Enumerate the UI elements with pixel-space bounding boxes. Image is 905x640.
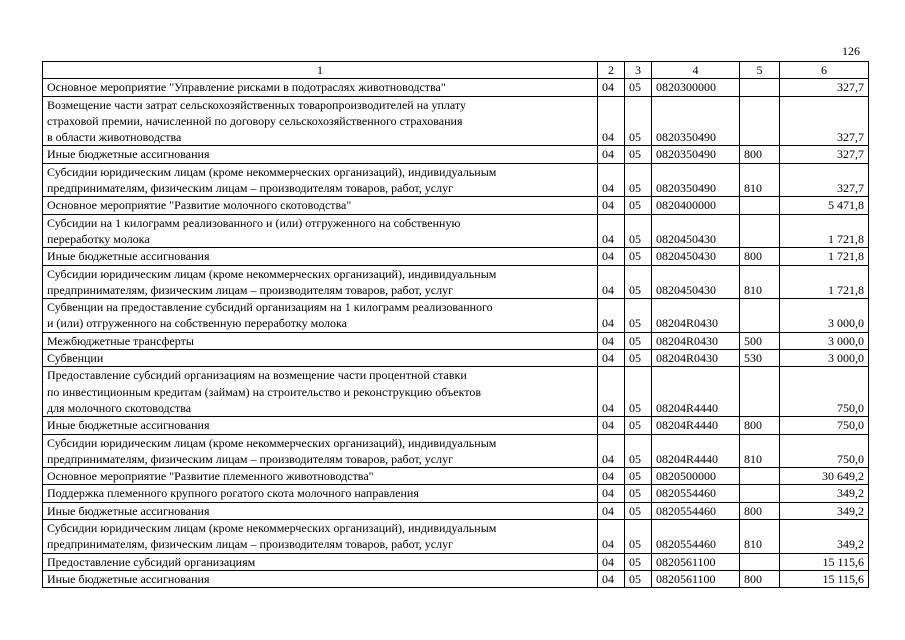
row-subsection-cell: 05 bbox=[625, 553, 652, 570]
row-target-article-cell: 0820350490 bbox=[652, 96, 740, 146]
row-section-cell: 04 bbox=[598, 214, 625, 248]
row-target-article-cell: 0820561100 bbox=[652, 553, 740, 570]
row-subsection-cell: 05 bbox=[625, 214, 652, 248]
row-target-article-cell: 0820554460 bbox=[652, 485, 740, 502]
row-target-article-cell: 0820450430 bbox=[652, 248, 740, 265]
row-expense-type-cell bbox=[740, 79, 780, 96]
row-name-cell: Межбюджетные трансферты bbox=[43, 332, 598, 349]
row-section-cell: 04 bbox=[598, 96, 625, 146]
row-amount-cell: 327,7 bbox=[780, 79, 869, 96]
row-amount-cell: 30 649,2 bbox=[780, 468, 869, 485]
row-expense-type-cell: 810 bbox=[740, 520, 780, 554]
row-expense-type-cell: 810 bbox=[740, 265, 780, 299]
row-section-cell: 04 bbox=[598, 485, 625, 502]
row-name-cell: Субвенции на предоставление субсидий организациям на 1 килограмм реализованного и (или) отгруженного на собственную переработку молока bbox=[43, 299, 598, 333]
row-amount-cell: 750,0 bbox=[780, 367, 869, 417]
row-name-cell: Основное мероприятие "Управление рисками в подотраслях животноводства" bbox=[43, 79, 598, 96]
row-amount-cell: 1 721,8 bbox=[780, 214, 869, 248]
row-amount-cell: 3 000,0 bbox=[780, 299, 869, 333]
row-name-cell: Основное мероприятие "Развитие племенного животноводства" bbox=[43, 468, 598, 485]
row-amount-cell: 3 000,0 bbox=[780, 350, 869, 367]
row-section-cell: 04 bbox=[598, 265, 625, 299]
row-amount-cell: 327,7 bbox=[780, 96, 869, 146]
row-amount-cell: 349,2 bbox=[780, 502, 869, 519]
column-header: 5 bbox=[740, 62, 780, 79]
row-target-article-cell: 08204R0430 bbox=[652, 299, 740, 333]
table-row bbox=[43, 350, 869, 367]
row-name-cell: Возмещение части затрат сельскохозяйственных товаропроизводителей на уплату страховой премии, начисленной по договору сельскохозяйственного страхования в области животноводства bbox=[43, 96, 598, 146]
row-expense-type-cell: 800 bbox=[740, 248, 780, 265]
row-subsection-cell: 05 bbox=[625, 332, 652, 349]
table-row bbox=[43, 570, 869, 587]
row-name-cell: Иные бюджетные ассигнования bbox=[43, 502, 598, 519]
row-subsection-cell: 05 bbox=[625, 434, 652, 468]
row-expense-type-cell bbox=[740, 468, 780, 485]
row-target-article-cell: 0820561100 bbox=[652, 570, 740, 587]
row-subsection-cell: 05 bbox=[625, 248, 652, 265]
row-target-article-cell: 08204R0430 bbox=[652, 350, 740, 367]
table-row bbox=[43, 265, 869, 299]
row-expense-type-cell bbox=[740, 214, 780, 248]
row-target-article-cell: 0820554460 bbox=[652, 502, 740, 519]
row-target-article-cell: 08204R4440 bbox=[652, 367, 740, 417]
row-amount-cell: 750,0 bbox=[780, 417, 869, 434]
table-row bbox=[43, 197, 869, 214]
row-expense-type-cell: 810 bbox=[740, 434, 780, 468]
row-section-cell: 04 bbox=[598, 299, 625, 333]
row-amount-cell: 750,0 bbox=[780, 434, 869, 468]
row-name-cell: Субсидии юридическим лицам (кроме некоммерческих организаций), индивидуальным предпринимателям, физическим лицам – производителям товаров, работ, услуг bbox=[43, 265, 598, 299]
table-row bbox=[43, 214, 869, 248]
row-section-cell: 04 bbox=[598, 332, 625, 349]
row-expense-type-cell bbox=[740, 553, 780, 570]
row-amount-cell: 349,2 bbox=[780, 520, 869, 554]
row-target-article-cell: 0820350490 bbox=[652, 146, 740, 163]
row-expense-type-cell bbox=[740, 96, 780, 146]
row-subsection-cell: 05 bbox=[625, 197, 652, 214]
page-number: 126 bbox=[842, 44, 860, 58]
row-subsection-cell: 05 bbox=[625, 367, 652, 417]
row-section-cell: 04 bbox=[598, 197, 625, 214]
table-row bbox=[43, 332, 869, 349]
row-expense-type-cell: 800 bbox=[740, 146, 780, 163]
table-row bbox=[43, 553, 869, 570]
row-section-cell: 04 bbox=[598, 146, 625, 163]
row-section-cell: 04 bbox=[598, 468, 625, 485]
row-target-article-cell: 08204R4440 bbox=[652, 434, 740, 468]
table-row bbox=[43, 79, 869, 96]
row-section-cell: 04 bbox=[598, 553, 625, 570]
row-name-cell: Субсидии юридическим лицам (кроме некоммерческих организаций), индивидуальным предпринимателям, физическим лицам – производителям товаров, работ, услуг bbox=[43, 163, 598, 197]
row-name-cell: Иные бюджетные ассигнования bbox=[43, 570, 598, 587]
row-subsection-cell: 05 bbox=[625, 485, 652, 502]
row-target-article-cell: 0820450430 bbox=[652, 214, 740, 248]
table-row bbox=[43, 299, 869, 333]
row-name-cell: Субвенции bbox=[43, 350, 598, 367]
row-subsection-cell: 05 bbox=[625, 79, 652, 96]
row-name-cell: Субсидии на 1 килограмм реализованного и (или) отгруженного на собственную переработку молока bbox=[43, 214, 598, 248]
row-amount-cell: 3 000,0 bbox=[780, 332, 869, 349]
row-expense-type-cell bbox=[740, 367, 780, 417]
row-amount-cell: 15 115,6 bbox=[780, 570, 869, 587]
column-header: 2 bbox=[598, 62, 625, 79]
table-row bbox=[43, 96, 869, 146]
row-amount-cell: 327,7 bbox=[780, 146, 869, 163]
row-target-article-cell: 0820450430 bbox=[652, 265, 740, 299]
row-subsection-cell: 05 bbox=[625, 299, 652, 333]
table-row bbox=[43, 248, 869, 265]
row-target-article-cell: 08204R4440 bbox=[652, 417, 740, 434]
row-expense-type-cell bbox=[740, 299, 780, 333]
table-row bbox=[43, 502, 869, 519]
row-amount-cell: 327,7 bbox=[780, 163, 869, 197]
row-expense-type-cell: 810 bbox=[740, 163, 780, 197]
table-row bbox=[43, 520, 869, 554]
row-subsection-cell: 05 bbox=[625, 265, 652, 299]
row-subsection-cell: 05 bbox=[625, 570, 652, 587]
row-section-cell: 04 bbox=[598, 502, 625, 519]
row-name-cell: Основное мероприятие "Развитие молочного скотоводства" bbox=[43, 197, 598, 214]
row-amount-cell: 1 721,8 bbox=[780, 265, 869, 299]
row-subsection-cell: 05 bbox=[625, 502, 652, 519]
row-name-cell: Поддержка племенного крупного рогатого скота молочного направления bbox=[43, 485, 598, 502]
table-row bbox=[43, 434, 869, 468]
row-amount-cell: 1 721,8 bbox=[780, 248, 869, 265]
table-header-row bbox=[43, 62, 869, 79]
row-name-cell: Иные бюджетные ассигнования bbox=[43, 248, 598, 265]
row-expense-type-cell bbox=[740, 485, 780, 502]
row-name-cell: Предоставление субсидий организациям bbox=[43, 553, 598, 570]
row-amount-cell: 349,2 bbox=[780, 485, 869, 502]
row-target-article-cell: 0820300000 bbox=[652, 79, 740, 96]
row-target-article-cell: 0820350490 bbox=[652, 163, 740, 197]
row-expense-type-cell: 800 bbox=[740, 502, 780, 519]
row-subsection-cell: 05 bbox=[625, 163, 652, 197]
row-section-cell: 04 bbox=[598, 570, 625, 587]
row-section-cell: 04 bbox=[598, 434, 625, 468]
row-section-cell: 04 bbox=[598, 248, 625, 265]
row-expense-type-cell: 530 bbox=[740, 350, 780, 367]
row-expense-type-cell bbox=[740, 197, 780, 214]
table-row bbox=[43, 367, 869, 417]
row-target-article-cell: 0820500000 bbox=[652, 468, 740, 485]
budget-table bbox=[42, 61, 869, 588]
row-name-cell: Иные бюджетные ассигнования bbox=[43, 417, 598, 434]
column-header: 1 bbox=[43, 62, 598, 79]
column-header: 6 bbox=[780, 62, 869, 79]
row-subsection-cell: 05 bbox=[625, 350, 652, 367]
row-expense-type-cell: 800 bbox=[740, 570, 780, 587]
row-subsection-cell: 05 bbox=[625, 520, 652, 554]
row-name-cell: Субсидии юридическим лицам (кроме некоммерческих организаций), индивидуальным предпринимателям, физическим лицам – производителям товаров, работ, услуг bbox=[43, 434, 598, 468]
row-target-article-cell: 0820554460 bbox=[652, 520, 740, 554]
row-section-cell: 04 bbox=[598, 520, 625, 554]
row-section-cell: 04 bbox=[598, 367, 625, 417]
row-amount-cell: 5 471,8 bbox=[780, 197, 869, 214]
row-name-cell: Предоставление субсидий организациям на возмещение части процентной ставки по инвестиционным кредитам (займам) на строительство и реконструкцию объектов для молочного скотоводства bbox=[43, 367, 598, 417]
row-expense-type-cell: 800 bbox=[740, 417, 780, 434]
row-subsection-cell: 05 bbox=[625, 96, 652, 146]
row-subsection-cell: 05 bbox=[625, 417, 652, 434]
row-amount-cell: 15 115,6 bbox=[780, 553, 869, 570]
row-name-cell: Субсидии юридическим лицам (кроме некоммерческих организаций), индивидуальным предпринимателям, физическим лицам – производителям товаров, работ, услуг bbox=[43, 520, 598, 554]
table-row bbox=[43, 163, 869, 197]
table-row bbox=[43, 468, 869, 485]
row-subsection-cell: 05 bbox=[625, 468, 652, 485]
row-section-cell: 04 bbox=[598, 417, 625, 434]
table-row bbox=[43, 146, 869, 163]
row-subsection-cell: 05 bbox=[625, 146, 652, 163]
row-target-article-cell: 0820400000 bbox=[652, 197, 740, 214]
row-section-cell: 04 bbox=[598, 350, 625, 367]
row-section-cell: 04 bbox=[598, 163, 625, 197]
column-header: 4 bbox=[652, 62, 740, 79]
row-target-article-cell: 08204R0430 bbox=[652, 332, 740, 349]
row-name-cell: Иные бюджетные ассигнования bbox=[43, 146, 598, 163]
row-section-cell: 04 bbox=[598, 79, 625, 96]
table-row bbox=[43, 485, 869, 502]
column-header: 3 bbox=[625, 62, 652, 79]
row-expense-type-cell: 500 bbox=[740, 332, 780, 349]
table-row bbox=[43, 417, 869, 434]
